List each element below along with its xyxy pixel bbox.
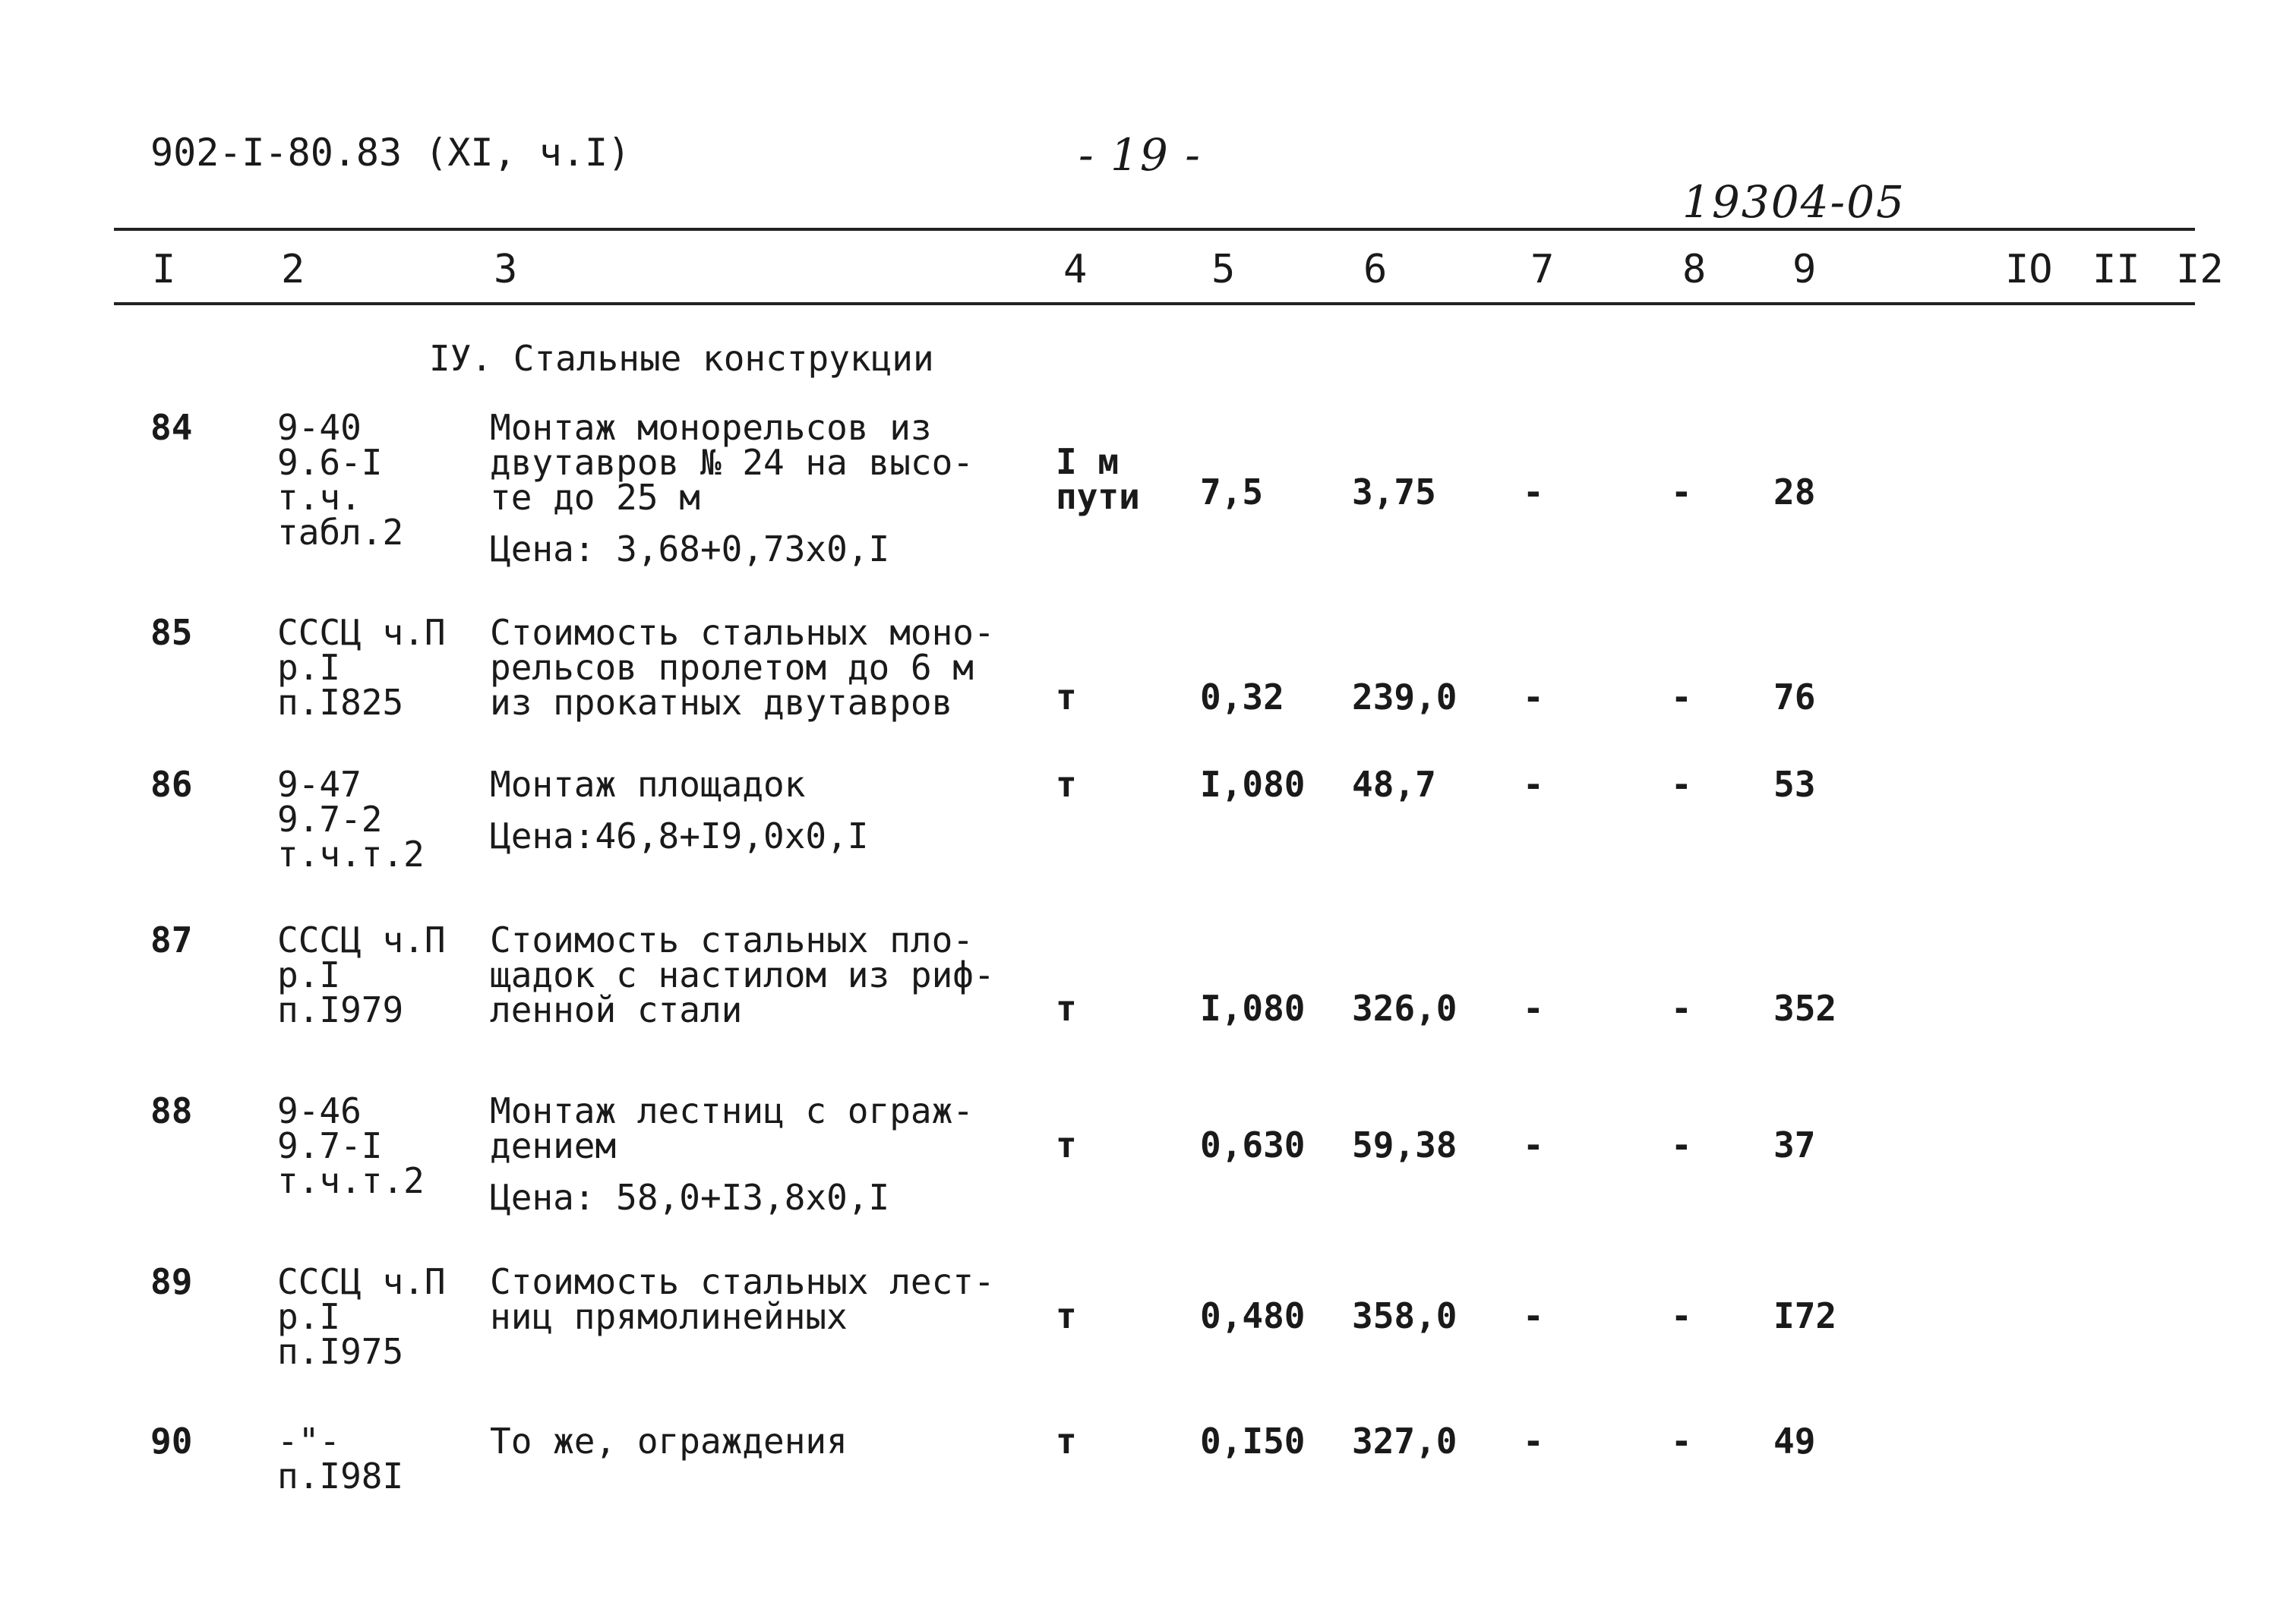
column-8-value: - <box>1671 764 1692 805</box>
document-code: 902-I-80.83 (XI, ч.I) <box>150 131 631 175</box>
reference-line: 9.7-2 <box>277 799 383 840</box>
total-value: I72 <box>1773 1295 1837 1336</box>
column-8-value: - <box>1671 472 1692 513</box>
column-number-1: I <box>152 247 176 292</box>
column-7-value: - <box>1523 472 1544 513</box>
description-line: двутавров № 24 на высо- <box>490 442 974 483</box>
quantity: 7,5 <box>1200 472 1264 513</box>
column-number-5: 5 <box>1211 247 1236 292</box>
reference-line: р.I <box>277 1296 341 1337</box>
total-value: 49 <box>1773 1421 1816 1462</box>
reference-code <box>277 919 446 1030</box>
reference-line: р.I <box>277 647 341 688</box>
column-number-8: 8 <box>1682 247 1707 292</box>
column-number-2: 2 <box>281 247 305 292</box>
reference-code <box>277 1261 446 1372</box>
description-line: щадок с настилом из риф- <box>490 954 995 995</box>
total-value: 37 <box>1773 1125 1816 1166</box>
total-value: 76 <box>1773 677 1816 718</box>
reference-line: п.I98I <box>277 1456 404 1497</box>
column-number-11: II <box>2092 247 2140 292</box>
column-8-value: - <box>1671 1125 1692 1166</box>
row-number: 87 <box>150 919 193 960</box>
reference-line: 9.7-I <box>277 1125 383 1166</box>
description-line: Монтаж площадок <box>490 764 806 805</box>
description-line: те до 25 м <box>490 477 700 518</box>
column-7-value: - <box>1523 1421 1544 1462</box>
unit-price: 327,0 <box>1352 1421 1458 1462</box>
unit <box>1056 677 1077 718</box>
reference-line: 9-47 <box>277 764 362 805</box>
reference-line: СССЦ ч.П <box>277 1261 446 1302</box>
column-number-9: 9 <box>1792 247 1817 292</box>
unit-line: т <box>1056 1421 1077 1462</box>
unit-price: 59,38 <box>1352 1125 1458 1166</box>
column-number-6: 6 <box>1363 247 1388 292</box>
column-number-7: 7 <box>1530 247 1555 292</box>
column-8-value: - <box>1671 1295 1692 1336</box>
quantity: 0,I50 <box>1200 1421 1306 1462</box>
column-number-12: I2 <box>2176 247 2224 292</box>
handwritten-code: 19304-05 <box>1682 176 1906 228</box>
description-line: Стоимость стальных лест- <box>490 1261 995 1302</box>
reference-line: п.I825 <box>277 682 404 723</box>
price-note: Цена: 58,0+I3,8х0,I <box>490 1177 890 1218</box>
total-value: 53 <box>1773 764 1816 805</box>
row-number: 86 <box>150 764 193 805</box>
unit <box>1056 988 1077 1029</box>
description-line: дением <box>490 1125 617 1166</box>
quantity: 0,32 <box>1200 677 1284 718</box>
description-line: рельсов пролетом до 6 м <box>490 647 974 688</box>
unit-price: 239,0 <box>1352 677 1458 718</box>
work-description <box>490 1090 974 1218</box>
reference-line: т.ч. <box>277 477 362 518</box>
total-value: 28 <box>1773 472 1816 513</box>
reference-code <box>277 612 446 723</box>
quantity: 0,630 <box>1200 1125 1306 1166</box>
column-7-value: - <box>1523 988 1544 1029</box>
unit-line: пути <box>1056 476 1140 517</box>
column-8-value: - <box>1671 1421 1692 1462</box>
unit-line: т <box>1056 764 1077 805</box>
unit-price: 326,0 <box>1352 988 1458 1029</box>
reference-code <box>277 407 404 553</box>
work-description <box>490 1421 848 1462</box>
reference-line: 9.6-I <box>277 442 383 483</box>
reference-code <box>277 1421 404 1497</box>
unit-price: 3,75 <box>1352 472 1436 513</box>
column-7-value: - <box>1523 677 1544 718</box>
work-description <box>490 407 974 569</box>
column-number-3: 3 <box>494 247 518 292</box>
reference-line: п.I979 <box>277 989 404 1030</box>
reference-line: табл.2 <box>277 512 404 553</box>
unit-line: т <box>1056 988 1077 1029</box>
column-8-value: - <box>1671 988 1692 1029</box>
section-title: IУ. Стальные конструкции <box>429 338 934 379</box>
reference-code <box>277 764 425 875</box>
column-8-value: - <box>1671 677 1692 718</box>
reference-line: 9-46 <box>277 1090 362 1131</box>
column-number-4: 4 <box>1063 247 1088 292</box>
page-number: - 19 - <box>1079 129 1202 181</box>
reference-code <box>277 1090 425 1201</box>
description-line: ленной стали <box>490 989 743 1030</box>
work-description <box>490 764 869 856</box>
column-7-value: - <box>1523 1125 1544 1166</box>
row-number: 85 <box>150 612 193 653</box>
description-line: Стоимость стальных пло- <box>490 919 974 960</box>
reference-line: п.I975 <box>277 1331 404 1372</box>
unit-line: т <box>1056 1125 1077 1166</box>
column-number-10: IO <box>2005 247 2053 292</box>
unit <box>1056 764 1077 805</box>
price-note: Цена: 3,68+0,73х0,I <box>490 528 890 569</box>
quantity: I,080 <box>1200 988 1306 1029</box>
work-description <box>490 612 995 723</box>
unit <box>1056 1295 1077 1336</box>
quantity: 0,480 <box>1200 1295 1306 1336</box>
reference-line: СССЦ ч.П <box>277 612 446 653</box>
unit-price: 358,0 <box>1352 1295 1458 1336</box>
unit-line: т <box>1056 1295 1077 1336</box>
price-note: Цена:46,8+I9,0х0,I <box>490 815 869 856</box>
row-number: 88 <box>150 1090 193 1131</box>
unit <box>1056 1421 1077 1462</box>
unit-line: I м <box>1056 441 1120 482</box>
quantity: I,080 <box>1200 764 1306 805</box>
reference-line: т.ч.т.2 <box>277 1160 425 1201</box>
unit <box>1056 1125 1077 1166</box>
work-description <box>490 1261 995 1337</box>
row-number: 84 <box>150 407 193 448</box>
reference-line: -"- <box>277 1421 341 1462</box>
work-description <box>490 919 995 1030</box>
description-line: Стоимость стальных моно- <box>490 612 995 653</box>
reference-line: СССЦ ч.П <box>277 919 446 960</box>
description-line: ниц прямолинейных <box>490 1296 848 1337</box>
row-number: 90 <box>150 1421 193 1462</box>
row-number: 89 <box>150 1261 193 1302</box>
reference-line: т.ч.т.2 <box>277 834 425 875</box>
description-line: Монтаж лестниц с ограж- <box>490 1090 974 1131</box>
column-7-value: - <box>1523 1295 1544 1336</box>
column-7-value: - <box>1523 764 1544 805</box>
description-line: из прокатных двутавров <box>490 682 953 723</box>
unit-line: т <box>1056 677 1077 718</box>
reference-line: р.I <box>277 954 341 995</box>
description-line: То же, ограждения <box>490 1421 848 1462</box>
description-line: Монтаж монорельсов из <box>490 407 932 448</box>
reference-line: 9-40 <box>277 407 362 448</box>
header-rule-bottom <box>114 302 2195 305</box>
total-value: 352 <box>1773 988 1837 1029</box>
unit <box>1056 441 1140 517</box>
unit-price: 48,7 <box>1352 764 1436 805</box>
header-rule-top <box>114 228 2195 231</box>
